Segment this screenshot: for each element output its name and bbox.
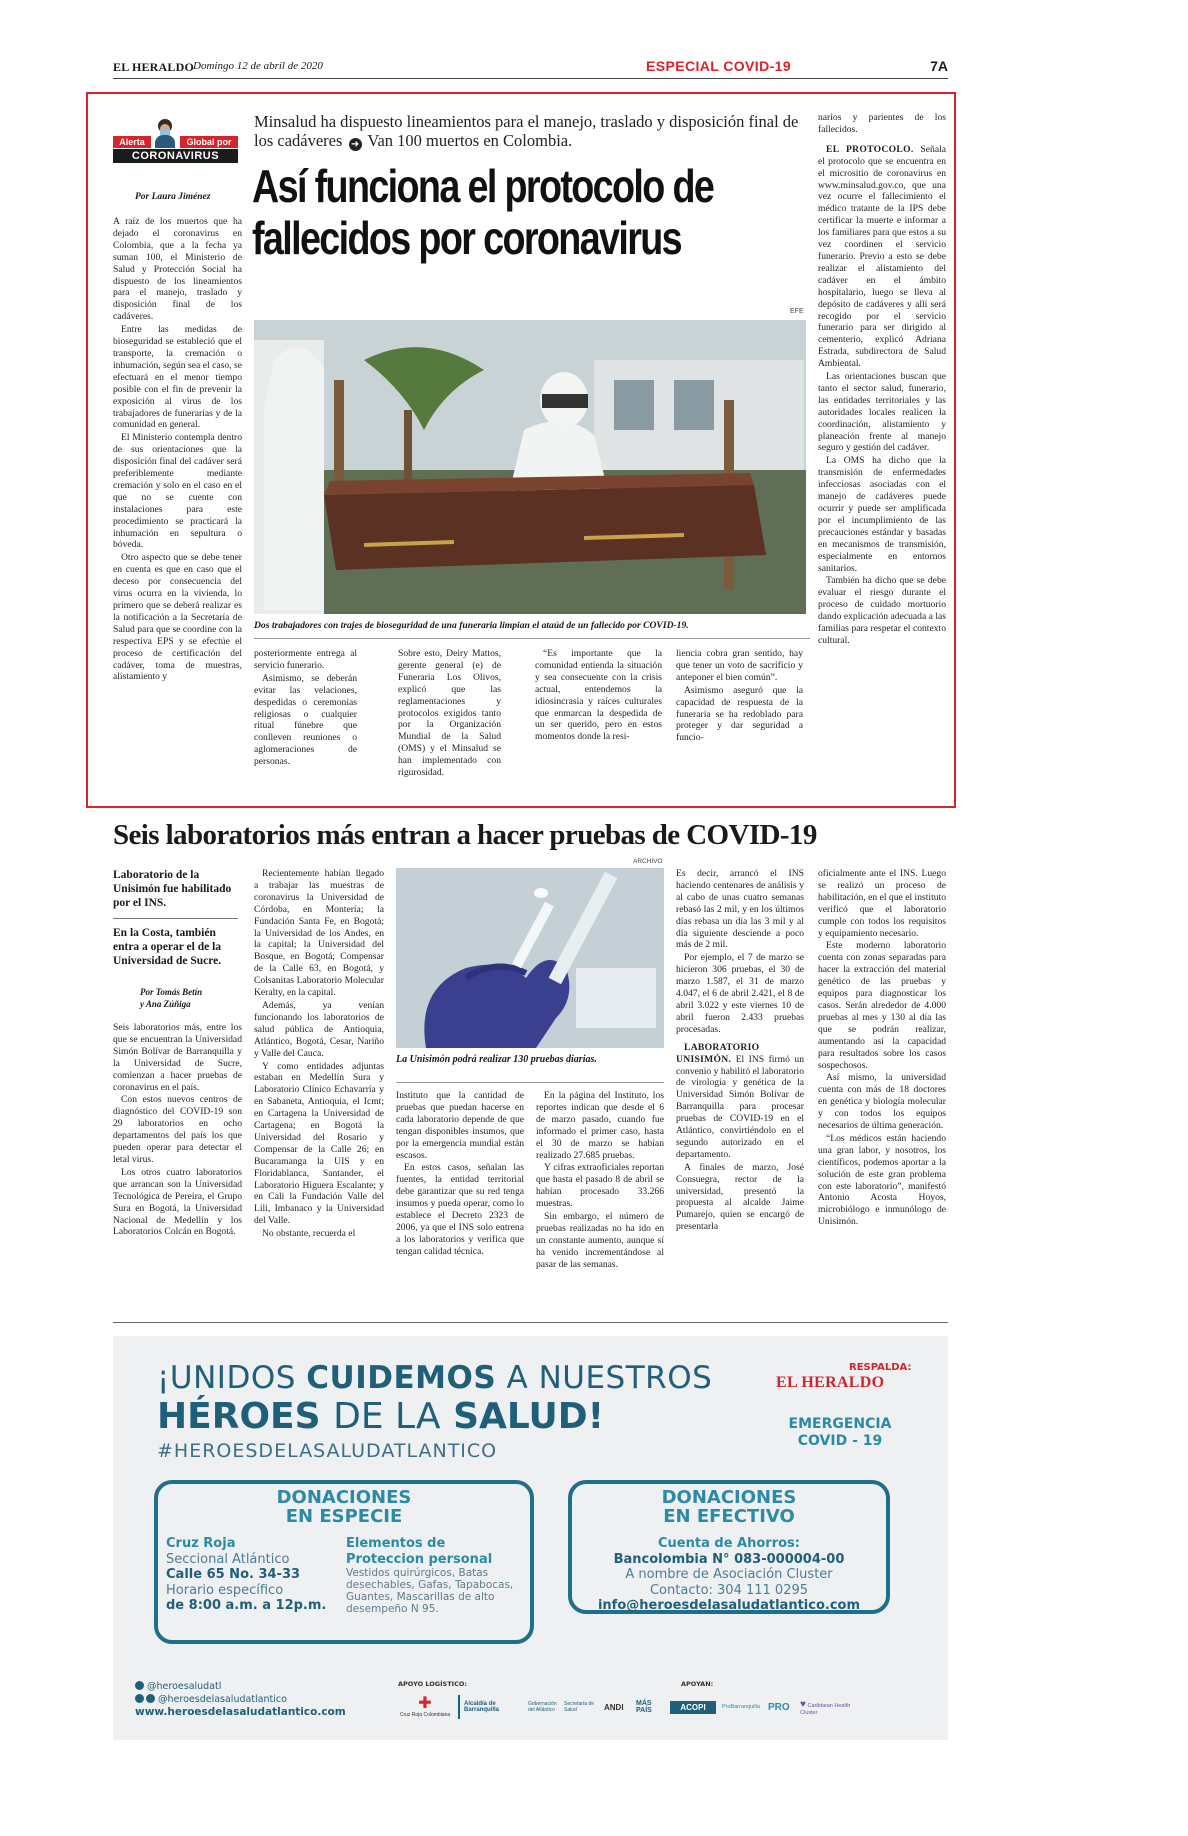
photo-caption: Dos trabajadores con trajes de bioseguridad de una funeraria limpian el ataúd de un fallecido por COVID-19.: [254, 620, 689, 631]
paragraph: En la página del Instituto, los reportes indican que desde el 6 de marzo pasado, cuando fue informado el primer caso, hasta el 30 de marzo se habían realizado 27.685 pruebas.: [536, 1090, 664, 1161]
alcaldia-logo: [458, 1695, 522, 1719]
badge-global: Global por: [180, 136, 238, 148]
probarranquilla-logo: [722, 1704, 762, 1710]
ad-emergency-line: COVID - 19: [797, 1433, 883, 1449]
paragraph: Así mismo, la universidad cuenta con más de 18 doctores en genética y biología molecular y con todos los equipos necesarios de última generación.: [818, 1072, 946, 1132]
article1-column-4: [535, 648, 662, 778]
paragraph: Con estos nuevos centros de diagnóstico del COVID-19 son 29 laboratorios en ocho departamentos del país los que pueden operar para detectar el letal virus.: [113, 1094, 242, 1165]
box2-title: [572, 1488, 886, 1526]
section-label: ESPECIAL COVID-19: [646, 58, 792, 74]
twitter-icon: [135, 1681, 144, 1690]
box2-title-line: DONACIONES: [661, 1487, 797, 1508]
ad-word-bold: HÉROES: [157, 1396, 321, 1437]
article-kicker: [254, 112, 809, 151]
ad-word: DE LA: [333, 1396, 441, 1437]
instagram-icon: [135, 1694, 144, 1703]
article2-column-6: [818, 868, 946, 1310]
box1-title-line: DONACIONES: [276, 1487, 412, 1508]
logo-name: ProBarranquilla: [722, 1704, 760, 1710]
paragraph: A finales de marzo, José Consuegra, rector de la universidad, presentó la propuesta al alcalde Jaime Pumarejo, quien se encargó de presentarla: [676, 1161, 804, 1233]
article2-column-2: [254, 868, 384, 1310]
kicker-link[interactable]: Van 100 muertos en Colombia.: [367, 131, 573, 150]
sidebar-rule: [113, 918, 238, 919]
paragraph: Los otros cuatro laboratorios que arrancan son la Universidad Tecnológica de Pereira, el Grupo Sura en Bogotá, la Universidad Nacional de Medellín y los Laboratorios Colcán en Bogotá.: [113, 1166, 242, 1238]
box1-items-list: Vestidos quirúrgicos, Batas desechables, Gafas, Tapabocas, Guantes, Mascarillas de alto desempeño N 95.: [346, 1567, 514, 1615]
logo-name: PRO: [768, 1701, 790, 1713]
paragraph: Recientemente habían llegado a trabajar las muestras de coronavirus la Universidad de Córdoba, en Montería; la Fundación Santa Fe, en Bogotá; la Universidad de los Andes, en la capital; la Universidad del Bosque, en Bogotá; Compensar de la Calle 63, en Bogotá, y Colsanitas Laboratorio Molecular Keralty, en la capital.: [254, 868, 384, 999]
section-divider: [113, 1322, 948, 1323]
logo-name: Caribbean Health Cluster: [800, 1702, 851, 1716]
paragraph: Y cifras extraoficiales reportan que hasta el pasado 8 de abril se habían procesado 33.266 muestras.: [536, 1162, 664, 1210]
box1-addr: Calle 65 No. 34-33: [166, 1567, 301, 1582]
box2-name: A nombre de Asociación Cluster: [625, 1567, 833, 1582]
subhead-text: El INS firmó un convenio y habilitó el laboratorio de virología y genética de la Universidad Simón Bolívar de Barranquilla para procesar pruebas de COVID-19 en el Atlántico, convirtiéndolo en el segundo autorizado en el departamento.: [676, 1053, 804, 1160]
paragraph: oficialmente ante el INS. Luego se realizó un proceso de habilitación, en el que el instituto verificó que el laboratorio cumple con todos los requisitos y equipamiento necesario.: [818, 868, 946, 939]
box1-address: [166, 1536, 346, 1614]
social-row: [135, 1693, 346, 1706]
paragraph: Este moderno laboratorio cuenta con zonas separadas para hacer la extracción del material genético de las pruebas y equipos para diagnosticar los casos. Serán alrededor de 4.000 pruebas al mes y 130 al día las que se podrán realizar, aumentando así la capacidad para resultados sobre los casos sospechosos.: [818, 940, 946, 1071]
article2-column-5: [676, 868, 804, 1310]
box1-hours-label: Horario específico: [166, 1582, 284, 1598]
heart-icon: ♥: [800, 1698, 806, 1710]
logo-name: Secretaría de Salud: [564, 1701, 595, 1713]
logo-name: Cruz Roja Colombiana: [399, 1712, 451, 1718]
ad-social: [135, 1680, 346, 1719]
box1-items-title: Elementos de: [346, 1536, 446, 1551]
logo-name: Alcaldía de Barranquilla: [464, 1701, 500, 1713]
logo-name: ACOPI: [680, 1702, 706, 1712]
mas-pais-logo: [636, 1700, 664, 1714]
subhead: LABORATORIO UNISIMÓN.: [676, 1041, 760, 1065]
subhead-text: Señala el protocolo que se encuentra en el micrositio de coronavirus en www.minsalud.gov.co, que una vez ocurre el fallecimiento el médico tratante de la IPS debe certificar la muerte e informar a los familiares para que estos a su vez coordinen el servicio funerario. Previo a esto se debe realizar el alistamiento del cadáver en el ámbito hospitalario, luego se lleva al depósito de cadáveres y allí será recogido por el servicio funerario para ser dirigido al cementerio, explicó Adriana Estrada, subdirectora de Salud Ambiental.: [818, 143, 946, 370]
logistics-label: APOYO LOGÍSTICO:: [398, 1680, 467, 1688]
donation-in-kind-box: [154, 1480, 534, 1644]
page-number: 7A: [930, 58, 948, 74]
box1-org2: Seccional Atlántico: [166, 1551, 290, 1567]
gobernacion-logo: [528, 1701, 558, 1713]
article2-column-3: [396, 1090, 524, 1310]
box1-title: [158, 1488, 530, 1526]
article1-column-3: [398, 648, 501, 778]
ad-hashtag: #HEROESDELASALUDATLANTICO: [157, 1440, 498, 1462]
box2-account: Cuenta de Ahorros:: [658, 1536, 800, 1551]
paragraph: narios y parientes de los fallecidos.: [818, 112, 946, 135]
byline-line-1: Por Tomás Betín: [140, 987, 203, 997]
person-icon: [153, 118, 177, 148]
paragraph: Por ejemplo, el 7 de marzo se hicieron 306 pruebas, el 30 de marzo 1.587, el 31 de marzo 4.047, el 6 de abril 2.421, el 8 de abril 3.022 y este viernes 10 de abril fueron 2.433 pruebas procesadas.: [676, 952, 804, 1035]
ad-word: A NUESTROS: [506, 1360, 713, 1396]
box1-items-title: Proteccion personal: [346, 1551, 493, 1567]
paragraph: [676, 1042, 804, 1161]
sponsor-logos: [398, 1690, 918, 1724]
logo-name: ANDI: [604, 1702, 624, 1712]
paragraph: Seis laboratorios más, entre los que se encuentran la Universidad Simón Bolívar de Barranquilla y la Universidad de Sucre, comienzan a hacer pruebas de coronavirus en el país.: [113, 1022, 242, 1093]
masthead-rule: [113, 78, 948, 79]
paragraph: Instituto que la cantidad de pruebas que puedan hacerse en cada laboratorio depende de que tengan disponibles insumos, que por la emergencia mundial están escasos.: [396, 1090, 524, 1161]
ad-word-bold: SALUD!: [453, 1396, 605, 1437]
cash-donation-box: [568, 1480, 890, 1614]
box2-contact: Contacto: 304 111 0295: [649, 1582, 809, 1598]
acopi-logo: [670, 1701, 716, 1714]
photo-illustration: [396, 868, 664, 1048]
paragraph: Además, ya venían funcionando los laboratorios de salud pública de Antioquia, Atlántico, Bogotá, Cesar, Nariño y Valle del Cauca.: [254, 999, 384, 1059]
andi-logo: [604, 1703, 630, 1712]
paragraph: Las orientaciones buscan que tanto el sector salud, funerario, las entidades territoriales y las autoridades locales realicen la coordinación, alistamiento y planeación frente al manejo seguro y gestión del cadáver.: [818, 371, 946, 454]
photo-credit: EFE: [790, 308, 804, 315]
facebook-icon: [146, 1694, 155, 1703]
paper-name: EL HERALDO: [113, 60, 195, 74]
health-cluster-logo: [800, 1699, 856, 1716]
secretaria-logo: [564, 1701, 598, 1713]
article2-column-4: [536, 1090, 664, 1310]
box1-title-line: EN ESPECIE: [285, 1506, 403, 1527]
social-handle[interactable]: @heroesdelasaludatlantico: [158, 1694, 287, 1705]
article-headline: [252, 160, 714, 264]
sidebar-highlight-2: En la Costa, también entra a operar el de la Universidad de Sucre.: [113, 927, 222, 967]
ad-emergency-line: EMERGENCIA: [788, 1416, 892, 1432]
box2-email[interactable]: info@heroesdelasaludatlantico.com: [597, 1598, 861, 1613]
ad-headline-1: [157, 1360, 712, 1396]
paragraph: Entre las medidas de bioseguridad se estableció que el transporte, la cremación o inhumación, según sea el caso, se efectuará en el menor tiempo posible con el fin de prevenir la exposición al virus de los trabajadores de funerarias y de la comunidad en general.: [113, 324, 242, 431]
funeral-workers-photo: [254, 320, 806, 614]
pro-logo: [768, 1702, 794, 1713]
paragraph: Sin embargo, el número de pruebas realizadas no ha ido en un constante aumento, aunque sí ha venido incrementándose al pasar de las semanas.: [536, 1211, 664, 1270]
sidebar-highlight-1: Laboratorio de la Unisimón fue habilitado por el INS.: [113, 869, 232, 909]
paragraph: También ha dicho que se debe evaluar el riesgo durante el proceso de cuidado mortuorio dando explicación adecuada a las familias para respetar el contexto cultural.: [818, 575, 946, 646]
paragraph: A raíz de los muertos que ha dejado el coronavirus en Colombia, que a la fecha ya suman 100, el Ministerio de Salud y Protección Social ha dispuesto de los lineamientos para el manejo, traslado y disposición final de los cadáveres.: [113, 216, 242, 323]
social-handle[interactable]: @heroesaludatl: [147, 1681, 222, 1692]
headline-line-2: fallecidos por coronavirus: [252, 212, 682, 264]
logo-name: MÁS PAÍS: [636, 1700, 652, 1714]
box2-bank: Bancolombia N° 083-000004-00: [613, 1551, 845, 1567]
paragraph: “Los médicos están haciendo una gran labor, y nosotros, los científicos, podemos aportar a la solución de este gran problema con este laboratorio”, manifestó Antonio Acosta Hoyos, microbiólogo e inmunólogo de Unisimón.: [818, 1132, 946, 1228]
paragraph: Sobre esto, Deiry Mattos, gerente general (e) de Funeraria Los Olivos, explicó que las reglamentaciones y protocolos exigidos tanto por la Organización Mundial de la Salud (OMS) y el Minsalud se han implementado con rigurosidad.: [398, 648, 501, 778]
paragraph: Y como entidades adjuntas estaban en Medellín Sura y Laboratorio Clínico Echavarría y en Sabaneta, Antioquia, el Icmt; en Cartagena la Universidad de Cartagena; en Bogotá la Universidad del Rosario y Compensar de la Calle 26; en Bucaramanga la UIS y en Floridablanca, Santander, el Laboratorio Higuera Escalante; y en Cali la Fundación Valle del Lili, Imbanaco y la Universidad del Valle.: [254, 1060, 384, 1227]
article1-column-6: [818, 112, 946, 780]
paragraph: Otro aspecto que se debe tener en cuenta es que en caso que el deceso por consecuencia del virus ocurra en la vivienda, lo primero que se deberá realizar es la notificación a la Secretaría de Salud para que se coordine con la respectiva EPS y se efectúe el proceso de certificación del cadáver, toma de muestras, alistamiento y: [113, 552, 242, 683]
byline-2: [140, 986, 202, 1010]
badge-alerta: Alerta: [113, 136, 151, 148]
paragraph: En estos casos, señalan las fuentes, la entidad territorial debe garantizar que su red tenga insumos y pueda operar, como lo establece el Decreto 2323 de 2006, ya que el INS solo entrena a los laboratorios y verifica que tengan calidad técnica.: [396, 1162, 524, 1257]
ad-word-bold: CUIDEMOS: [306, 1360, 497, 1396]
paragraph: No obstante, recuerda el: [262, 1228, 356, 1240]
paragraph: El Ministerio contempla dentro de sus orientaciones que la disposición final del cadáver será preferiblemente mediante cremación y solo en el caso en el que no se cuente con instalaciones para este procedimiento se practicará la inhumación en sepultura o bóveda.: [113, 432, 242, 551]
subhead: EL PROTOCOLO.: [826, 143, 914, 155]
heroes-ad: [113, 1336, 948, 1740]
kicker-text: Minsalud ha dispuesto lineamientos para el manejo, traslado y disposición final de los cadáveres: [254, 112, 799, 150]
photo-illustration: [254, 320, 806, 614]
box1-items: [346, 1536, 516, 1615]
ad-website[interactable]: www.heroesdelasaludatlantico.com: [135, 1706, 346, 1718]
social-row: [135, 1680, 346, 1693]
paragraph: La OMS ha dicho que la transmisión de enfermedades infecciosas asociadas con el manejo de cadáveres puede ocurrir y puede ser amplificada por el incumplimiento de las precauciones estándar y basadas en mecanismos de transmisión, especialmente en entornos sanitarios.: [818, 455, 946, 574]
box2-title-line: EN EFECTIVO: [663, 1506, 795, 1527]
photo-caption-2: La Unisimón podrá realizar 130 pruebas diarias.: [396, 1054, 597, 1065]
caption-rule: [254, 638, 810, 639]
paragraph: Es decir, arrancó el INS haciendo centenares de análisis y al cabo de unas cuatro semanas rebasó las 2 mil, y en los últimos días rebasa un día las 3 mil y al día siguiente desciende a poco más de 2 mil.: [676, 868, 804, 951]
paragraph: [818, 144, 946, 370]
article1-column-1: [113, 216, 242, 776]
ad-headline-2: [157, 1396, 604, 1437]
logo-name: Gobernación del Atlántico: [528, 1701, 557, 1713]
byline: Por Laura Jiménez: [135, 192, 211, 202]
badge-coronavirus: CORONAVIRUS: [113, 149, 238, 163]
ad-backed-label: RESPALDA:: [849, 1362, 912, 1373]
paragraph: Asimismo aseguró que la capacidad de respuesta de la funeraria se ha redoblado para proteger y dar seguridad a funcio-: [676, 684, 803, 744]
caption-rule-2: [396, 1082, 664, 1083]
headline-line-1: Así funciona el protocolo de: [252, 160, 714, 212]
paragraph: “Es importante que la comunidad entienda la situación y sea consecuente con la crisis actual, entendemos la idiosincrasia y raíces culturales que enmarcan la despedida de un ser querido, pero en estos momentos donde la resi-: [535, 648, 662, 743]
ad-emergency: [781, 1416, 899, 1450]
arrow-right-icon: ➜: [349, 138, 362, 151]
ad-backer-logo: EL HERALDO: [776, 1374, 885, 1391]
support-label: APOYAN:: [681, 1680, 714, 1688]
red-cross-logo: ✚ Cruz Roja Colombiana: [399, 1695, 451, 1718]
article1-column-5: [676, 648, 803, 778]
article2-column-1: [113, 1022, 242, 1310]
masthead-date: Domingo 12 de abril de 2020: [193, 60, 323, 72]
box2-details: [572, 1536, 886, 1614]
paragraph: Asimismo, se deberán evitar las velaciones, despedidas o ceremonias religiosas o cualquier ritual fúnebre que conlleven reuniones o aglomeraciones de personas.: [254, 672, 357, 768]
coronavirus-badge: [113, 118, 241, 164]
ad-word: ¡UNIDOS: [157, 1360, 296, 1396]
photo-credit-2: ARCHIVO: [633, 858, 663, 865]
article2-headline: Seis laboratorios más entran a hacer pruebas de COVID-19: [113, 819, 817, 851]
byline-line-2: y Ana Zúñiga: [140, 999, 191, 1009]
box1-org: Cruz Roja: [166, 1536, 236, 1551]
paragraph: liencia cobra gran sentido, hay que tener un voto de sacrificio y anteponer el bien común”.: [676, 648, 803, 683]
article1-column-2: [254, 648, 357, 778]
paragraph: posteriormente entrega al servicio funerario.: [254, 648, 357, 671]
lab-test-photo: [396, 868, 664, 1048]
masthead: [113, 58, 948, 80]
box1-hours: de 8:00 a.m. a 12p.m.: [166, 1598, 327, 1613]
